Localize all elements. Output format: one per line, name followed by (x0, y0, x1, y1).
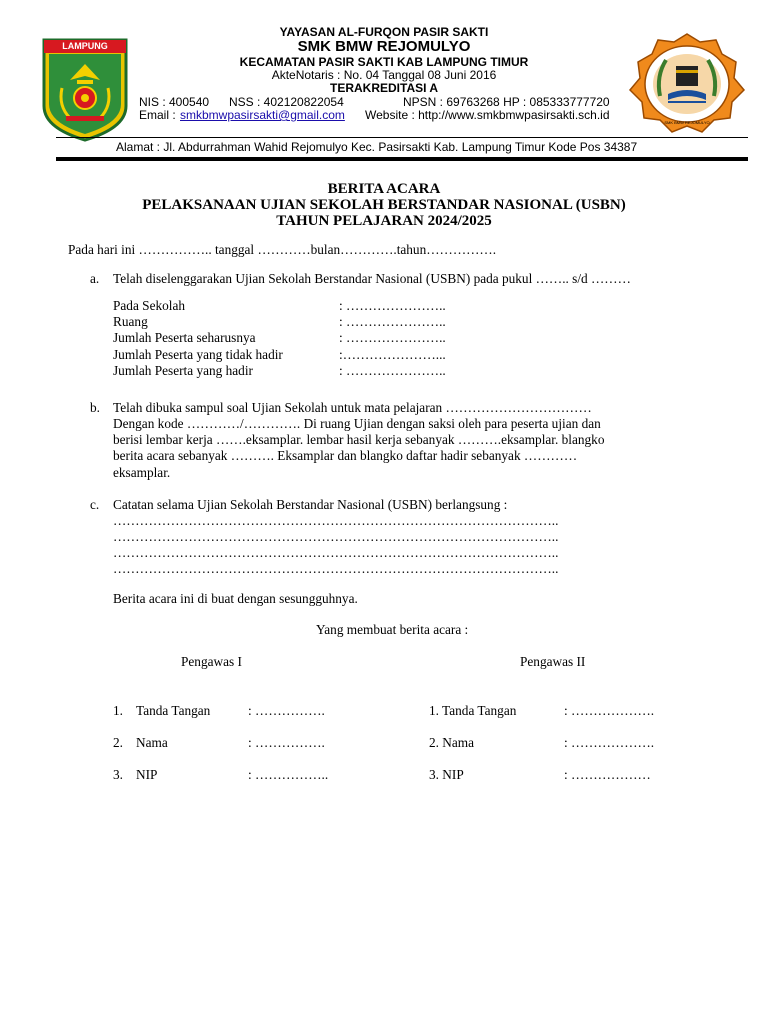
section-b-line: berita acara sebanyak ………. Eksamplar dan blangko daftar hadir sebanyak ………… (113, 448, 578, 463)
sign-right-label: 2. Nama (429, 735, 475, 750)
section-b-line: eksamplar. (113, 465, 171, 480)
doc-subtitle: PELAKSANAAN UJIAN SEKOLAH BERSTANDAR NASIONAL (USBN) (142, 197, 626, 213)
lampung-logo-text: LAMPUNG (62, 41, 108, 51)
field-value: : ………………….. (339, 298, 446, 313)
sign-left-label: Nama (136, 735, 168, 750)
field-value: : ………………….. (339, 330, 446, 345)
field-label: Jumlah Peserta yang tidak hadir (113, 347, 283, 362)
header-divider-thin (56, 137, 748, 138)
field-label: Pada Sekolah (113, 298, 186, 313)
nis-number: NIS : 400540 (139, 95, 210, 109)
closing-statement: Berita acara ini di buat dengan sesungguhnya. (113, 591, 358, 606)
opening-line: Pada hari ini …………….. tanggal …………bulan………….tahun……………. (68, 242, 497, 257)
made-by-label: Yang membuat berita acara : (316, 622, 469, 637)
sign-left-number: 1. (113, 703, 123, 718)
doc-title: BERITA ACARA (327, 181, 441, 197)
section-a-text: Telah diselenggarakan Ujian Sekolah Berstandar Nasional (USBN) pada pukul …….. s/d ……… (113, 271, 631, 286)
notary-deed: AkteNotaris : No. 04 Tanggal 08 Juni 2016 (271, 68, 497, 82)
field-label: Jumlah Peserta yang hadir (113, 363, 253, 378)
notes-dots-line: ……………………………………………………………………………………….. (113, 545, 559, 560)
nss-number: NSS : 402120822054 (229, 95, 344, 109)
school-name: SMK BMW REJOMULYO (297, 38, 471, 55)
section-a-marker: a. (90, 271, 100, 286)
field-value: : ………………….. (339, 363, 446, 378)
sign-left-value: : …………….. (248, 767, 329, 782)
district-name: KECAMATAN PASIR SAKTI KAB LAMPUNG TIMUR (239, 55, 529, 69)
supervisor-1-heading: Pengawas I (181, 654, 242, 669)
field-label: Ruang (113, 314, 148, 329)
notes-dots-line: ……………………………………………………………………………………….. (113, 513, 559, 528)
sign-right-value: : ………………. (564, 735, 655, 750)
school-logo-text: SMK BMW REJOMULYO (664, 120, 710, 125)
sign-left-number: 2. (113, 735, 123, 750)
section-b-line: Telah dibuka sampul soal Ujian Sekolah untuk mata pelajaran …………………………… (113, 400, 592, 415)
sign-left-label: Tanda Tangan (136, 703, 211, 718)
section-b-line: Dengan kode …………/…………. Di ruang Ujian dengan saksi oleh para peserta ujian dan (113, 416, 601, 431)
sign-right-value: : ………………. (564, 703, 655, 718)
field-value: :…………………... (339, 347, 446, 362)
sign-right-label: 1. Tanda Tangan (429, 703, 517, 718)
field-label: Jumlah Peserta seharusnya (113, 330, 256, 345)
notes-dots-line: ……………………………………………………………………………………….. (113, 529, 559, 544)
website: Website : http://www.smkbmwpasirsakti.sch.id (365, 108, 610, 122)
address: Alamat : Jl. Abdurrahman Wahid Rejomulyo Kec. Pasirsakti Kab. Lampung Timur Kode Pos 34387 (116, 140, 638, 154)
npsn-phone: NPSN : 69763268 HP : 085333777720 (403, 95, 610, 109)
foundation-name: YAYASAN AL-FURQON PASIR SAKTI (279, 25, 489, 39)
supervisor-2-heading: Pengawas II (520, 654, 586, 669)
field-value: : ………………….. (339, 314, 446, 329)
email-label: Email : (139, 108, 176, 122)
section-c-marker: c. (90, 497, 100, 512)
section-b-line: berisi lembar kerja …….eksamplar. lembar hasil kerja sebanyak ……….eksamplar. blangko (113, 432, 605, 447)
sign-left-value: : ……………. (248, 735, 325, 750)
section-b-marker: b. (90, 400, 100, 415)
lampung-logo (40, 36, 130, 144)
header-divider-thick (56, 157, 748, 161)
section-c-text: Catatan selama Ujian Sekolah Berstandar Nasional (USBN) berlangsung : (113, 497, 508, 512)
notes-dots-line: ……………………………………………………………………………………….. (113, 561, 559, 576)
sign-right-label: 3. NIP (429, 767, 464, 782)
sign-left-value: : ……………. (248, 703, 325, 718)
doc-year: TAHUN PELAJARAN 2024/2025 (276, 213, 492, 229)
accreditation: TERAKREDITASI A (330, 81, 438, 95)
sign-right-value: : ……………… (564, 767, 651, 782)
sign-left-label: NIP (136, 767, 158, 782)
sign-left-number: 3. (113, 767, 123, 782)
email-link[interactable]: smkbmwpasirsakti@gmail.com (180, 108, 345, 122)
